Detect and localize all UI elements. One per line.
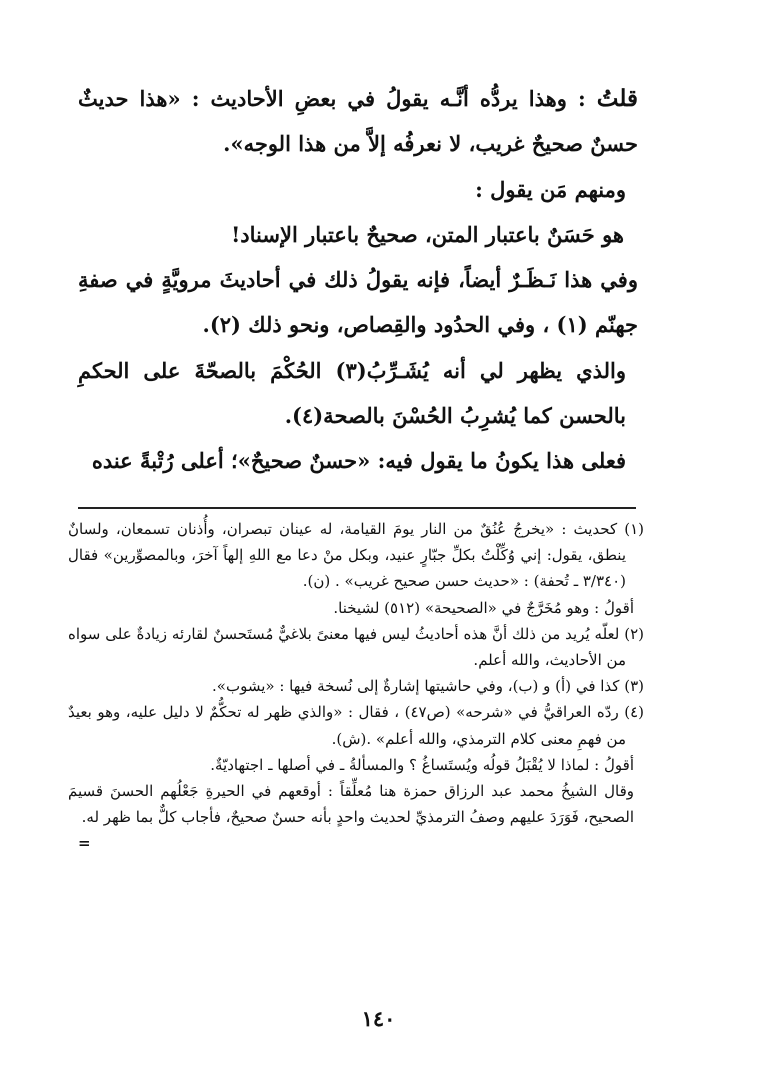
paragraph-1-text: : وهذا يردُّه أنَّـه يقولُ في بعضِ الأحاديث : «هذا حديثٌ حسنٌ صحيحٌ غريب، لا نعرفُه إلاَّ من هذا الوجه». (78, 86, 638, 157)
paragraph-1 (78, 76, 638, 167)
page-number: ١٤٠ (361, 1006, 396, 1031)
footnote-4-extra (68, 778, 644, 853)
qultu-lead: قلتُ (596, 85, 638, 112)
main-text (78, 76, 638, 484)
footnotes (68, 516, 644, 857)
footnote-divider (78, 507, 636, 509)
paragraph-3: هو حَسَنٌ باعتبار المتن، صحيحٌ باعتبار الإسناد! (231, 221, 624, 247)
footnote-1: (١) كحديث : «يخرجُ عُنُقٌ من النار يومَ القيامة، له عينان تبصران، وأُذنان تسمعان، ولسانٌ ينطق، يقول: إني وُكِّلْتُ بكلِّ جبّارٍ عنيد، وبكل منْ دعا مع اللهِ إلهاً آخرَ، وبالمصوِّرين» فقال (٣/٣٤٠ ـ تُحفة) : «حديث حسن صحيح غريب» . (ن). (68, 520, 644, 591)
paragraph-6: فعلى هذا يكونُ ما يقول فيه: «حسنٌ صحيحٌ»؛ أعلى رُتْبةً عنده (91, 448, 626, 474)
paragraph-4: وفي هذا نَـظَـرٌ أيضاً، فإنه يقولُ ذلك في أحاديثَ مرويَّةٍ في صفةِ جهنّم (١) ، وفي الحدُود والقِصاص، ونحو ذلك (٢). (78, 267, 638, 338)
footnote-4-reply: أقولُ : لماذا لا يُقْبَلُ قولُه ويُستَساغُ ؟ والمسألةُ ـ في أصلها ـ اجتهاديّةٌ. (210, 755, 634, 774)
footnote-1-reply: أقولُ : وهو مُخَرَّجٌ في «الصحيحة» (٥١٢) لشيخنا. (333, 598, 634, 617)
footnote-3: (٣) كذا في (أ) و (ب)، وفي حاشيتها إشارةٌ إلى نُسخة فيها : «يشوب». (212, 677, 644, 696)
continuation-mark: = (78, 834, 91, 853)
footnote-2: (٢) لعلّه يُريد من ذلك أنَّ هذه أحاديثُ ليس فيها معنىً بلاغيٌّ مُستَحسنٌ لقارئه زيادةٌ على سواه من الأحاديث، والله أعلم. (68, 624, 644, 670)
footnote-4-extra-text: وقال الشيخُ محمد عبد الرزاق حمزة هنا مُعلِّقاً : أوقعهم في الحيرةِ جَعْلُهم الحسنَ قسيمَ الصحيح، فَوَرَدَ عليهم وصفُ الترمذيِّ لحديث واحدٍ بأنه حسنٌ صحيحٌ، فأجاب كلٌّ بما ظهر له. (68, 782, 634, 827)
footnote-4: (٤) ردّه العراقيُّ في «شرحه» (ص٤٧) ، فقال : «والذي ظهر له تحكُّمٌ لا دليل عليه، وهو بعيدٌ من فهمِ معنى كلام الترمذي، والله أعلم» .(ش). (68, 703, 644, 748)
paragraph-5: والذي يظهر لي أنه يُشَـرِّبُ(٣) الحُكْمَ بالصحّةَ على الحكمِ بالحسن كما يُشرِبُ الحُسْنَ بالصحة(٤). (78, 357, 626, 429)
paragraph-2: ومنهم مَن يقول : (475, 176, 626, 202)
